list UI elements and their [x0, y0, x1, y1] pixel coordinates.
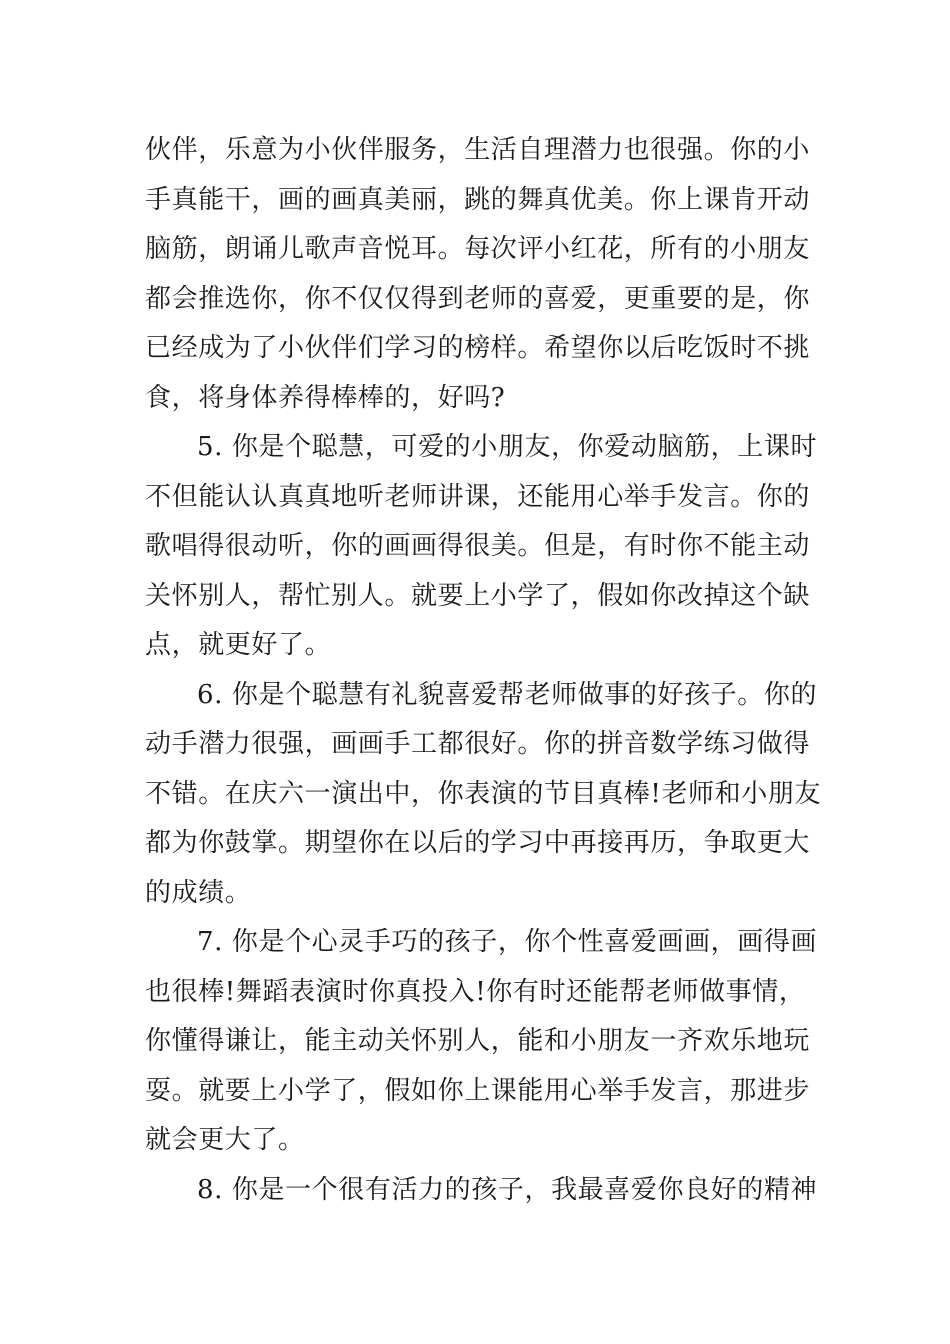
text-line: 已经成为了小伙伴们学习的榜样。希望你以后吃饭时不挑 — [145, 333, 811, 363]
text-line: 歌唱得很动听，你的画画得很美。但是，有时你不能主动 — [145, 531, 811, 561]
text-line: 也很棒!舞蹈表演时你真投入!你有时还能帮老师做事情， — [145, 976, 806, 1007]
document-body — [145, 126, 822, 1215]
text-line: 关怀别人，帮忙别人。就要上小学了，假如你改掉这个缺 — [145, 580, 811, 611]
paragraph-start-line: 6. 你是个聪慧有礼貌喜爱帮老师做事的好孩子。你的 — [197, 679, 818, 710]
text-line: 伙伴，乐意为小伙伴服务，生活自理潜力也很强。你的小 — [145, 135, 811, 165]
text-line: 手真能干，画的画真美丽，跳的舞真优美。你上课肯开动 — [145, 184, 811, 215]
text-line: 点，就更好了。 — [145, 630, 332, 660]
text-line: 不错。在庆六一演出中，你表演的节目真棒!老师和小朋友 — [145, 778, 822, 809]
text-line: 耍。就要上小学了，假如你上课能用心举手发言，那进步 — [145, 1075, 811, 1106]
paragraph-start-line: 7. 你是个心灵手巧的孩子，你个性喜爱画画，画得画 — [197, 927, 818, 957]
text-line: 就会更大了。 — [145, 1125, 305, 1155]
paragraph-start-line: 5. 你是个聪慧，可爱的小朋友，你爱动脑筋，上课时 — [197, 432, 818, 462]
text-line: 都为你鼓掌。期望你在以后的学习中再接再历，争取更大 — [145, 828, 811, 858]
text-line: 你懂得谦让，能主动关怀别人，能和小朋友一齐欢乐地玩 — [145, 1026, 811, 1056]
text-line: 脑筋，朗诵儿歌声音悦耳。每次评小红花，所有的小朋友 — [145, 234, 811, 264]
text-line: 食，将身体养得棒棒的，好吗? — [145, 382, 506, 413]
text-line: 的成绩。 — [145, 877, 252, 908]
paragraph-start-line: 8. 你是一个很有活力的孩子，我最喜爱你良好的精神 — [197, 1174, 818, 1205]
text-line: 都会推选你，你不仅仅得到老师的喜爱，更重要的是，你 — [145, 283, 811, 314]
text-line: 动手潜力很强，画画手工都很好。你的拼音数学练习做得 — [145, 729, 811, 759]
text-line: 不但能认认真真地听老师讲课，还能用心举手发言。你的 — [145, 481, 811, 512]
